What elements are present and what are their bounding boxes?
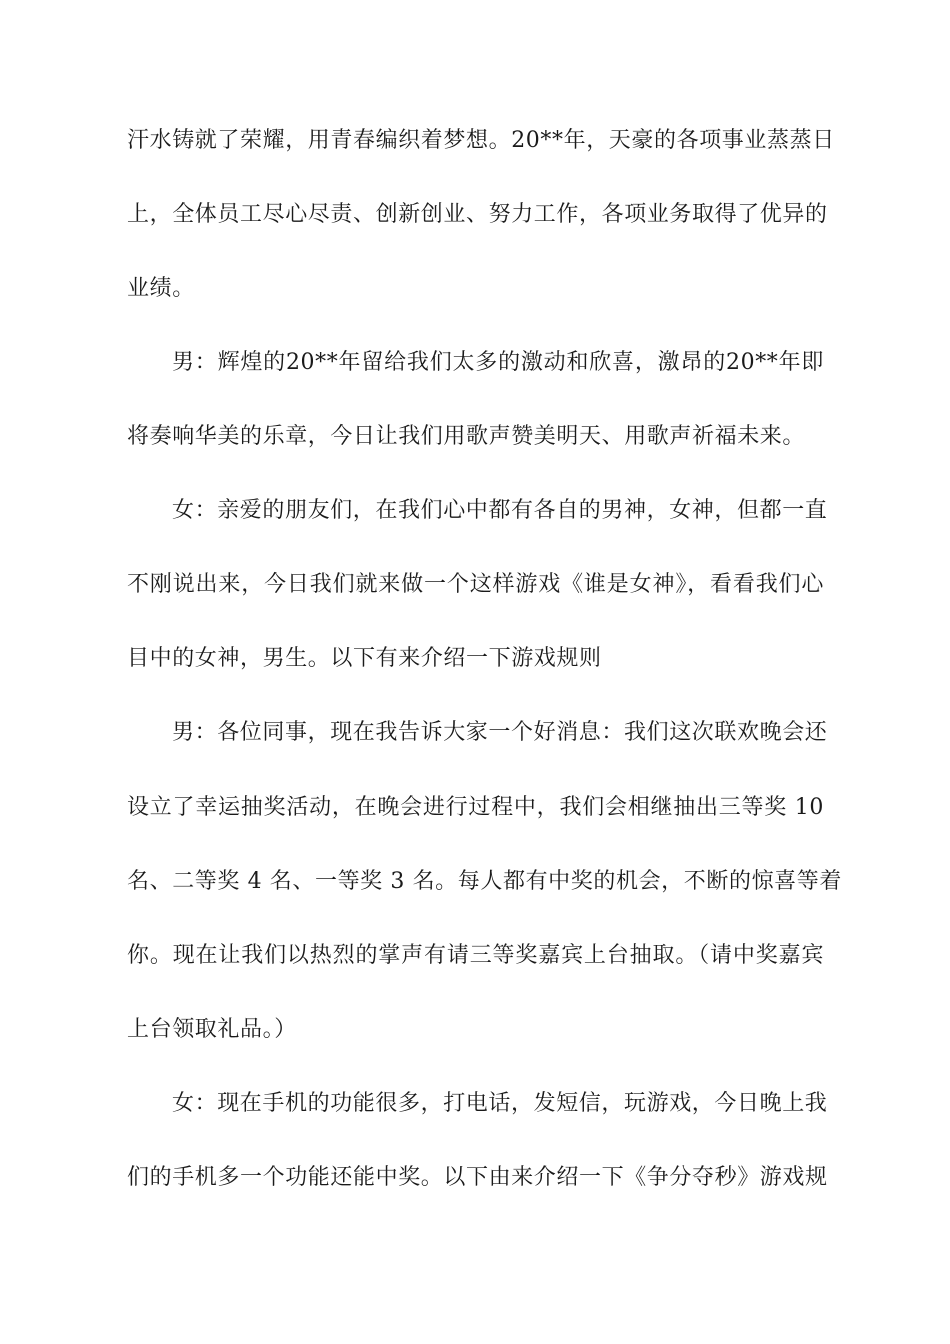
text-line: 目中的女神，男生。以下有来介绍一下游戏规则 [127, 646, 602, 671]
text-line: 上台领取礼品。） [127, 1017, 297, 1042]
text-line: 不刚说出来，今日我们就来做一个这样游戏《谁是女神》，看看我们心 [127, 572, 824, 597]
text-line: 女：现在手机的功能很多，打电话，发短信，玩游戏，今日晚上我 [172, 1091, 828, 1116]
text-line: 上，全体员工尽心尽责、创新创业、努力工作，各项业务取得了优异的 [127, 202, 828, 227]
text-line: 名、二等奖 4 名、一等奖 3 名。每人都有中奖的机会，不断的惊喜等着 [127, 869, 842, 894]
text-line: 将奏响华美的乐章，今日让我们用歌声赞美明天、用歌声祈福未来。 [127, 424, 806, 449]
text-line: 们的手机多一个功能还能中奖。以下由来介绍一下《争分夺秒》游戏规 [127, 1165, 828, 1190]
text-line: 女：亲爱的朋友们，在我们心中都有各自的男神，女神，但都一直 [172, 498, 828, 523]
text-line: 男：辉煌的20**年留给我们太多的激动和欣喜，激昂的20**年即 [172, 350, 824, 375]
text-line: 业绩。 [127, 276, 195, 301]
text-line: 汗水铸就了荣耀，用青春编织着梦想。20**年，天豪的各项事业蒸蒸日 [127, 128, 835, 153]
text-line: 男：各位同事，现在我告诉大家一个好消息：我们这次联欢晚会还 [172, 720, 828, 745]
text-line: 设立了幸运抽奖活动，在晚会进行过程中，我们会相继抽出三等奖 10 [127, 795, 824, 820]
text-line: 你。现在让我们以热烈的掌声有请三等奖嘉宾上台抽取。（请中奖嘉宾 [127, 943, 824, 968]
